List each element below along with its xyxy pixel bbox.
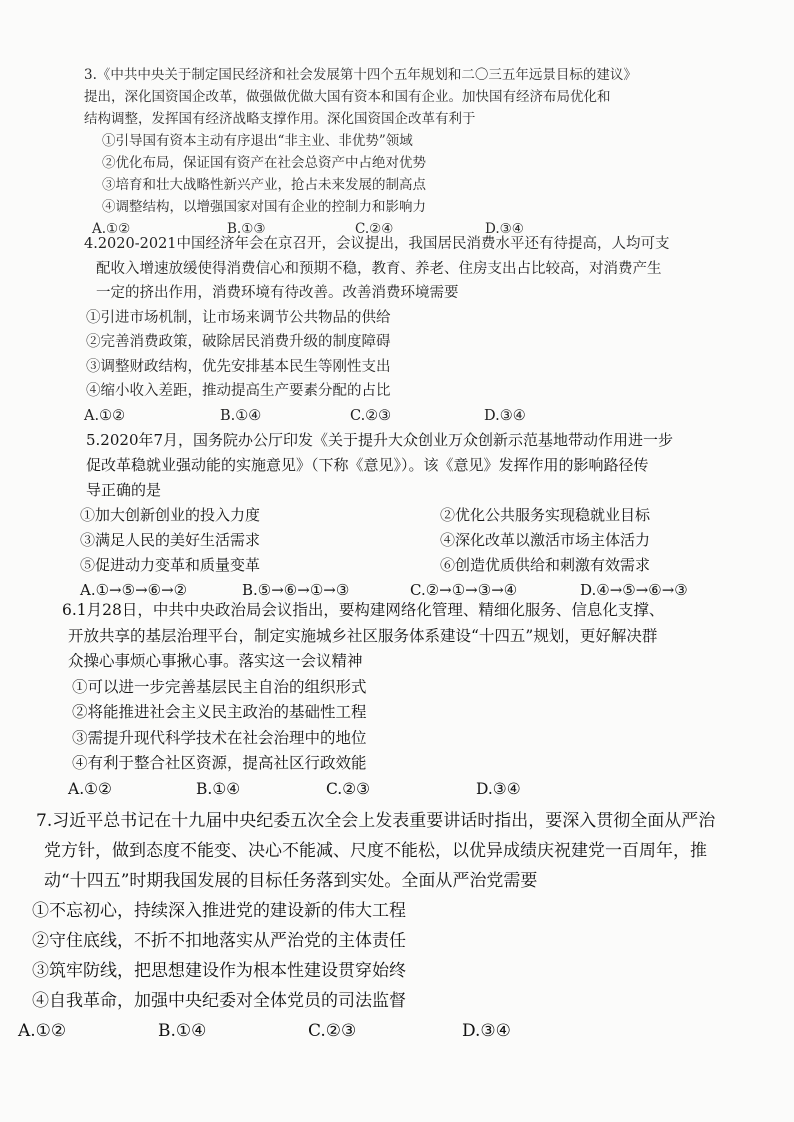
statement-1: ①不忘初心，持续深入推进党的建设新的伟大工程 (32, 901, 406, 921)
option-b: B.⑤→⑥→①→③ (242, 581, 350, 599)
option-c: C.②③ (350, 407, 392, 424)
statement-2: ②优化公共服务实现稳就业目标 (440, 506, 651, 524)
question-5 (80, 428, 780, 603)
answer-options (84, 404, 670, 429)
question-stem-line: 众操心事烦心事揪心事。落实这一会议精神 (68, 652, 363, 670)
statement-1: ①加大创新创业的投入力度 (80, 506, 261, 524)
option-c: C.②③ (326, 779, 371, 798)
statement-4: ④自我革命，加强中央纪委对全体党员的司法监督 (32, 991, 406, 1011)
option-b: B.①④ (196, 779, 241, 798)
option-c: C.②④ (355, 221, 394, 237)
statement-4: ④有利于整合社区资源，提高社区行政效能 (72, 754, 367, 772)
option-a: A.①② (68, 779, 112, 798)
option-d: D.③④ (462, 1021, 511, 1041)
option-c: C.②③ (308, 1021, 357, 1041)
question-stem-line: 导正确的是 (86, 481, 162, 499)
option-a: A.①② (92, 221, 131, 237)
option-d: D.③④ (485, 221, 524, 237)
question-7 (18, 806, 716, 1046)
statement-6: ⑥创造优质供给和刺激有效需求 (440, 556, 651, 574)
option-d: D.③④ (476, 779, 521, 798)
option-b: B.①④ (220, 407, 262, 424)
statement-2: ②将能推进社会主义民主政治的基础性工程 (72, 703, 367, 721)
option-a: A.①② (84, 407, 126, 424)
option-a: A.①→⑤→⑥→② (80, 581, 188, 599)
answer-options (68, 777, 664, 803)
question-stem-line: 7.习近平总书记在十九届中央纪委五次全会上发表重要讲话时指出，要深入贯彻全面从严治 (36, 811, 716, 831)
statement-3: ③调整财政结构，优先安排基本民生等刚性支出 (86, 358, 391, 375)
option-b: B.①④ (158, 1021, 207, 1041)
statement-2: ②优化布局，保证国有资产在社会总资产中占绝对优势 (102, 155, 426, 171)
question-6 (62, 598, 664, 802)
statement-3: ③培育和壮大战略性新兴产业，抢占未来发展的制高点 (102, 177, 426, 193)
question-stem-line: 6.1月28日，中共中央政治局会议指出，要构建网络化管理、精细化服务、信息化支撑、 (62, 601, 665, 619)
statement-3: ③筑牢防线，把思想建设作为根本性建设贯穿始终 (32, 961, 406, 981)
question-stem-line: 促改革稳就业强动能的实施意见》（下称《意见》）。该《意见》发挥作用的影响路径传 (86, 456, 649, 474)
statement-5: ⑤促进动力变革和质量变革 (80, 556, 261, 574)
question-4 (84, 232, 670, 428)
statement-1: ①引进市场机制，让市场来调节公共物品的供给 (86, 309, 391, 326)
statement-3: ③满足人民的美好生活需求 (80, 531, 261, 549)
question-stem-line: 提出，深化国资国企改革，做强做优做大国有资本和国有企业。加快国有经济布局优化和 (84, 89, 611, 105)
statement-2: ②守住底线，不折不扣地落实从严治党的主体责任 (32, 931, 406, 951)
statement-3: ③需提升现代科学技术在社会治理中的地位 (72, 728, 367, 747)
statement-grid (80, 503, 780, 578)
statement-4: ④深化改革以激活市场主体活力 (440, 531, 651, 549)
option-a: A.①② (18, 1021, 67, 1041)
option-d: D.③④ (484, 407, 526, 424)
option-b: B.①③ (227, 221, 266, 237)
question-stem-line: 3.《中共中央关于制定国民经济和社会发展第十四个五年规划和二〇三五年远景目标的建议》 (84, 67, 637, 83)
question-stem-line: 结构调整，发挥国有经济战略支撑作用。深化国资国企改革有利于 (84, 111, 476, 127)
statement-1: ①可以进一步完善基层民主自治的组织形式 (72, 677, 367, 696)
question-3 (84, 64, 637, 240)
statement-4: ④缩小收入差距，推动提高生产要素分配的占比 (86, 383, 391, 399)
question-stem-line: 4.2020-2021中国经济年会在京召开，会议提出，我国居民消费水平还有待提高，人均可支 (84, 236, 670, 252)
question-stem-line: 动“十四五”时期我国发展的目标任务落到实处。全面从严治党需要 (44, 871, 538, 891)
question-stem-line: 开放共享的基层治理平台，制定实施城乡社区服务体系建设“十四五”规划，更好解决群 (68, 626, 658, 645)
question-stem-line: 党方针，做到态度不能变、决心不能减、尺度不能松，以优异成绩庆祝建党一百周年，推 (44, 841, 707, 861)
statement-4: ④调整结构，以增强国家对国有企业的控制力和影响力 (102, 199, 426, 215)
statement-2: ②完善消费政策，破除居民消费升级的制度障碍 (86, 334, 391, 350)
question-stem-line: 5.2020年7月，国务院办公厅印发《关于提升大众创业万众创新示范基地带动作用进一步 (86, 431, 674, 449)
option-d: D.④→⑤→⑥→③ (580, 581, 688, 599)
answer-options (18, 1016, 715, 1046)
statement-1: ①引导国有资本主动有序退出“非主业、非优势”领域 (102, 133, 413, 149)
question-stem-line: 配收入增速放缓使得消费信心和预期不稳，教育、养老、住房支出占比较高，对消费产生 (96, 260, 662, 277)
question-stem-line: 一定的挤出作用，消费环境有待改善。改善消费环境需要 (96, 285, 459, 301)
option-c: C.②→①→③→④ (410, 581, 518, 599)
